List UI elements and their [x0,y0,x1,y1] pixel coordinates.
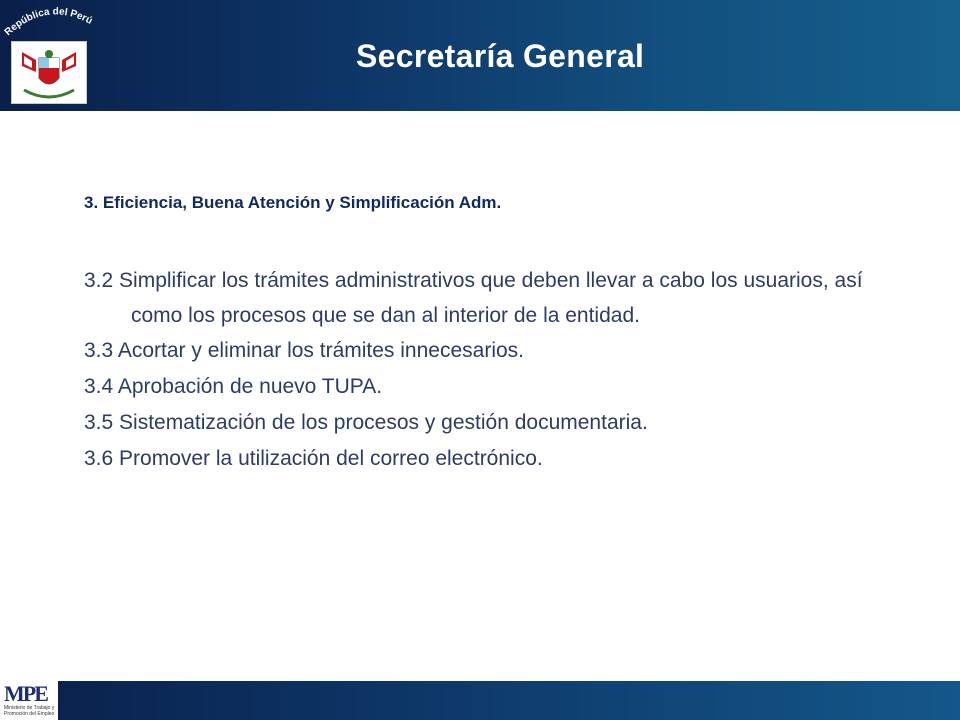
ministry-logo [0,681,58,720]
list-item: 3.2 Simplificar los trámites administrativos que deben llevar a cabo los usuarios, así como los procesos que se dan al interior de la entidad. [84,269,863,327]
footer-bar [0,681,960,720]
list-item: 3.4 Aprobación de nuevo TUPA. [84,375,383,398]
section-subtitle: 3. Eficiencia, Buena Atención y Simplificación Adm. [84,193,502,212]
list-item: 3.6 Promover la utilización del correo electrónico. [84,447,543,470]
logo-caption: Ministerio de Trabajo y Promoción del Empleo [4,705,55,717]
crest-arc-label: República del Perú [2,6,95,39]
list-item: 3.5 Sistematización de los procesos y gestión documentaria. [84,411,648,434]
logo-letters: MPE [4,681,47,706]
list-item: 3.3 Acortar y eliminar los trámites innecesarios. [84,339,525,362]
page-title: Secretaría General [356,38,645,74]
item-list [84,263,884,477]
